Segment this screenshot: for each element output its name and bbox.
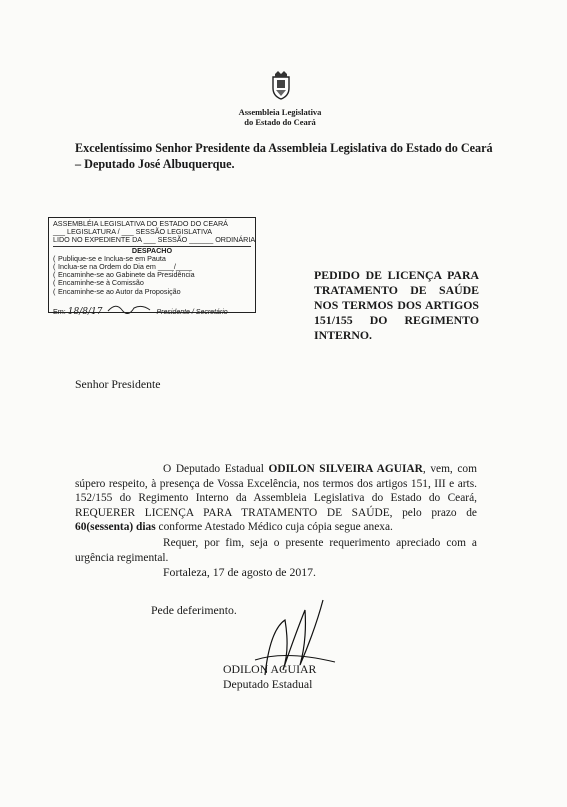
stamp-line3: LIDO NO EXPEDIENTE DA ___ SESSÃO ______ ORDINÁRIA	[53, 235, 256, 245]
org-name	[230, 107, 330, 127]
greeting: Senhor Presidente	[75, 377, 161, 391]
signer-name: ODILON AGUIAR	[223, 662, 317, 676]
stamp-option: ( Encaminhe-se ao Gabinete da Presidência	[53, 270, 195, 280]
date-line: Fortaleza, 17 de agosto de 2017.	[163, 565, 316, 579]
body-paragraph-2: Requer, por fim, seja o presente requerimento apreciado com a urgência regimental.	[75, 537, 477, 564]
leave-duration: 60(sessenta) dias	[75, 521, 156, 533]
stamp-option: ( Encaminhe-se à Comissão	[53, 278, 144, 288]
request-title: PEDIDO DE LICENÇA PARA TRATAMENTO DE SAÚDE NOS TERMOS DOS ARTIGOS 151/155 DO REGIMENTO INTERNO.	[314, 268, 479, 342]
stamp-em-date: 18/8/17	[67, 306, 103, 317]
stamp-date-row	[53, 302, 251, 317]
stamp-option: ( Encaminhe-se ao Autor da Proposição	[53, 286, 181, 296]
deputy-name: ODILON SILVEIRA AGUIAR	[268, 463, 423, 475]
stamp-option: ( Inclua-se na Ordem do Dia em ____/____	[53, 262, 192, 272]
stamp-em-label: Em:	[53, 306, 66, 316]
signer-role: Deputado Estadual	[223, 677, 313, 691]
addressee: Excelentíssimo Senhor Presidente da Assembleia Legislativa do Estado do Ceará – Deputado José Albuquerque.	[75, 141, 493, 171]
body-paragraph-1: O Deputado Estadual ODILON SILVEIRA AGUIAR, vem, com súpero respeito, à presença de Vossa Excelência, nos termos dos artigos 151, III e arts. 152/155 do Regimento Interno da Assembleia Legislativa do Estado do Ceará, REQUERER LICENÇA PARA TRATAMENTO DE SAÚDE, pelo prazo de 60(sessenta) dias conforme Atestado Médico cuja cópia segue anexa.	[75, 463, 477, 533]
stamp-despacho: DESPACHO	[53, 246, 251, 255]
stamp-line2: ___ LEGISLATURA / ___ SESSÃO LEGISLATIVA	[53, 227, 212, 237]
stamp-signature-caption: Presidente / Secretário	[156, 308, 228, 316]
stamp-signature-scribble	[104, 302, 154, 314]
signer-block	[223, 662, 316, 692]
coat-of-arms-icon	[270, 70, 292, 100]
protocol-stamp	[48, 217, 256, 317]
closing: Pede deferimento.	[151, 603, 237, 617]
stamp-option: ( Publique-se e Inclua-se em Pauta	[53, 253, 166, 263]
org-name-line1: Assembleia Legislativa	[238, 107, 322, 117]
stamp-line1: ASSEMBLÉIA LEGISLATIVA DO ESTADO DO CEARÁ	[53, 219, 228, 228]
org-name-line2: do Estado do Ceará	[244, 117, 316, 127]
